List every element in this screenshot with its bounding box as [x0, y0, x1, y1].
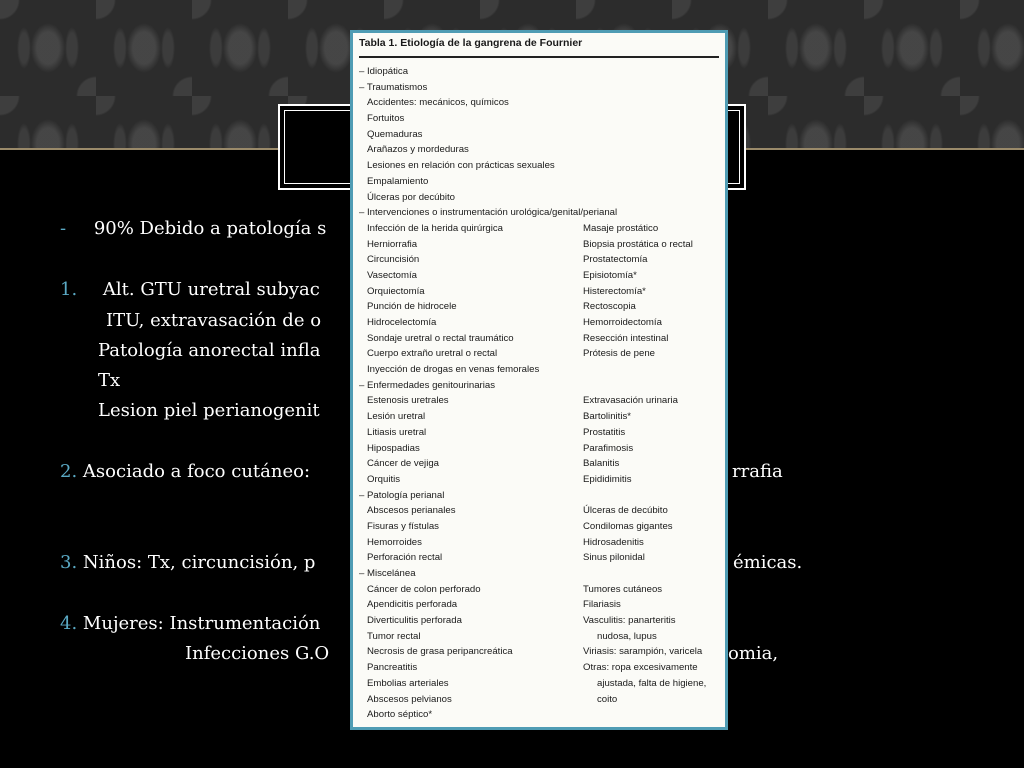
item1-text-1: Alt. GTU uretral subyac [102, 279, 320, 300]
table-right-row: Prostatectomía [583, 254, 648, 266]
table-right-row [583, 158, 706, 174]
table-right-row [583, 111, 706, 127]
table-right-row [583, 488, 706, 504]
table-right-row: Sinus pilonidal [583, 552, 645, 564]
table-left-row: Fortuitos [367, 113, 405, 125]
table-right-row [583, 127, 706, 143]
table-right-row: Viriasis: sarampión, varicela [583, 646, 703, 658]
table-left-row: – Traumatismos [359, 81, 428, 93]
table-right-row: Masaje prostático [583, 222, 659, 234]
table-left-row: Circuncisión [367, 254, 420, 266]
table-left-row: Empalamiento [367, 175, 429, 187]
table-left-row: – Miscelánea [359, 568, 416, 579]
table-left-row: Vasectomía [367, 269, 417, 281]
table-left-row: Punción de hidrocele [367, 301, 457, 313]
item4-text: Mujeres: Instrumentación [82, 613, 321, 634]
item3-marker: 3. [60, 552, 78, 573]
bullet-marker: - [60, 218, 67, 239]
table-right-row: Parafimosis [583, 442, 634, 454]
table-right-row: Filariasis [583, 599, 621, 611]
item4-marker: 4. [60, 613, 78, 634]
item1-line1 [60, 279, 320, 301]
table-right-row: Hemorroidectomía [583, 317, 662, 328]
table-left-row: Hemorroides [367, 536, 422, 548]
table-right-row: Episiotomía* [583, 269, 637, 281]
table-left-row: Hidrocelectomía [367, 317, 437, 328]
item3-tail: émicas. [733, 552, 803, 573]
table-right-row: Úlceras de decúbito [583, 505, 668, 517]
table-right-row [583, 707, 706, 723]
table-right-row: Hidrosadenitis [583, 536, 644, 548]
table-left-row: Pancreatitis [367, 662, 418, 674]
item1-text-4: Tx [98, 370, 121, 391]
item4-text-2: Infecciones G.O [185, 643, 330, 664]
table-left-row: Cáncer de vejiga [367, 458, 439, 470]
table-left-row: Sondaje uretral o rectal traumático [367, 332, 514, 344]
table-right-row: coito [597, 693, 618, 705]
table-left-row: Aborto séptico* [367, 709, 433, 721]
table-left-column [359, 64, 618, 723]
table-left-row: Embolias arteriales [367, 677, 449, 689]
table-title-rule [359, 56, 719, 58]
table-left-row: – Idiopática [359, 66, 409, 77]
item1-marker: 1. [60, 279, 78, 300]
table-right-row [583, 174, 706, 190]
table-right-row [583, 190, 706, 206]
table-left-row: Inyección de drogas en venas femorales [367, 364, 540, 376]
table-left-row: Lesiones en relación con prácticas sexuales [367, 160, 555, 172]
table-right-row: Biopsia prostática o rectal [583, 238, 693, 250]
etiology-table-image [350, 30, 728, 730]
table-left-row: Fisuras y fístulas [367, 520, 439, 532]
table-left-row: Abscesos perianales [367, 505, 456, 517]
table-right-row: Histerectomía* [583, 285, 646, 297]
table-left-row: Úlceras por decúbito [367, 191, 455, 203]
table-left-row: Litiasis uretral [367, 426, 427, 438]
item2-text: Asociado a foco cutáneo: [82, 461, 311, 482]
table-left-row: Arañazos y mordeduras [367, 144, 469, 156]
table-right-row: Tumores cutáneos [583, 583, 663, 595]
table-right-row [583, 362, 706, 378]
table-left-row: Apendicitis perforada [367, 599, 458, 611]
table-left-row: Cáncer de colon perforado [367, 583, 481, 595]
table-left-row: Herniorrafia [367, 238, 418, 250]
table-right-column [583, 64, 706, 723]
table-right-row [583, 142, 706, 158]
table-right-row: Otras: ropa excesivamente [583, 662, 698, 674]
table-right-row: Prostatitis [583, 426, 626, 438]
table-right-row: Bartolinitis* [583, 411, 631, 423]
table-left-row: Necrosis de grasa peripancreática [367, 646, 513, 658]
table-left-row: Tumor rectal [367, 630, 421, 642]
table-left-row: Accidentes: mecánicos, químicos [367, 97, 509, 109]
table-left-row: – Enfermedades genitourinarias [359, 379, 495, 391]
table-right-row: Rectoscopia [583, 301, 636, 313]
table-left-row: – Patología perianal [359, 489, 445, 501]
table-left-row: – Intervenciones o instrumentación urológica/genital/perianal [359, 207, 618, 219]
table-left-row: Orquitis [367, 473, 401, 485]
table-left-row: Estenosis uretrales [367, 395, 449, 407]
table-right-row [583, 80, 706, 96]
table-left-row: Orquiectomía [367, 285, 425, 297]
item1-text-2: ITU, extravasación de o [106, 310, 322, 331]
table-right-row: Condilomas gigantes [583, 520, 673, 532]
table-right-row [583, 378, 706, 394]
table-right-row [583, 566, 706, 582]
item1-text-5: Lesion piel perianogenit [98, 400, 320, 421]
table-title: Tabla 1. Etiología de la gangrena de Fournier [359, 37, 583, 49]
table-left-row: Abscesos pelvianos [367, 693, 452, 705]
item1-text-3: Patología anorectal infla [98, 340, 321, 361]
table-left-row: Cuerpo extraño uretral o rectal [367, 348, 498, 360]
item2-line [60, 461, 310, 483]
table-right-row: Vasculitis: panarteritis [583, 615, 676, 627]
item2-marker: 2. [60, 461, 78, 482]
table-right-row: Balanitis [583, 458, 620, 470]
table-right-row [583, 64, 706, 80]
table-right-row: nudosa, lupus [597, 630, 657, 642]
table-right-row [583, 205, 706, 221]
table-left-row: Lesión uretral [367, 411, 426, 423]
table-left-row: Diverticulitis perforada [367, 615, 462, 627]
item4-line [60, 613, 320, 635]
table-right-row: Prótesis de pene [583, 348, 655, 360]
item4-tail: omia, [728, 643, 779, 664]
table-right-row [583, 95, 706, 111]
item3-text: Niños: Tx, circuncisión, p [82, 552, 316, 573]
table-right-row: Extravasación urinaria [583, 395, 678, 407]
item2-tail: rrafia [732, 461, 783, 482]
table-left-row: Infección de la herida quirúrgica [367, 222, 503, 234]
bullet-text: 90% Debido a patología s [93, 218, 327, 239]
table-right-row: Epididimitis [583, 473, 632, 485]
table-right-row: Resección intestinal [583, 332, 669, 344]
item3-line [60, 552, 315, 574]
table-right-row: ajustada, falta de higiene, [597, 677, 707, 689]
table-left-row: Hipospadias [367, 442, 420, 454]
table-left-row: Quemaduras [367, 128, 423, 140]
bullet-line [60, 218, 326, 240]
table-left-row: Perforación rectal [367, 552, 443, 564]
